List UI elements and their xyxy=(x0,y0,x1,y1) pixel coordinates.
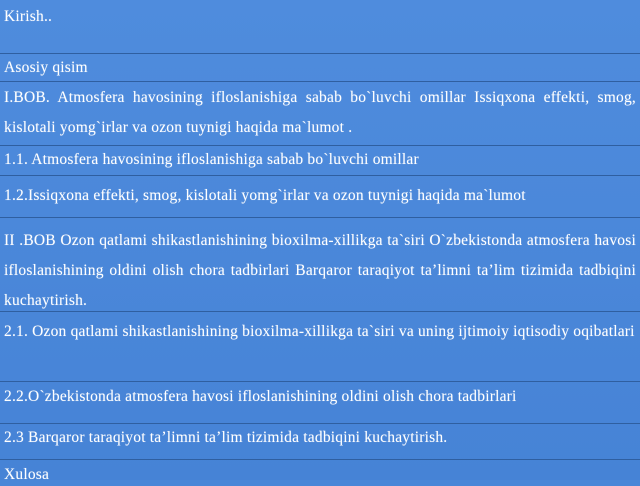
toc-row-text: II .BOB Ozon qatlami shikastlanishining bioxilma-xillikga ta`siri O`zbekistonda atmosfera havosi ifloslanishining oldini olish chora tadbirlari Barqaror taraqiyot ta’limni ta’lim tizimida tadbiqini kuchaytirish. xyxy=(4,232,636,309)
toc-row-text: 1.2.Issiqxona effekti, smog, kislotali yomg`irlar va ozon tuynigi haqida ma`lumot xyxy=(4,187,526,204)
toc-row-text: Kirish.. xyxy=(4,8,53,25)
toc-row-intro xyxy=(0,0,640,54)
toc-row-conclusion xyxy=(0,460,640,483)
toc-row-text: 2.2.O`zbekistonda atmosfera havosi ifloslanishining oldini olish chora tadbirlari xyxy=(4,388,517,405)
toc-row-section-2-2 xyxy=(0,382,640,424)
toc-row-section-1-1 xyxy=(0,146,640,176)
toc-row-main-part xyxy=(0,54,640,82)
toc-row-chapter-2 xyxy=(0,218,640,312)
toc-row-chapter-1 xyxy=(0,82,640,146)
toc-row-text: 2.1. Ozon qatlami shikastlanishining bioxilma-xillikga ta`siri va uning ijtimoiy iqtisodiy oqibatlari xyxy=(4,323,635,340)
toc-row-text: 2.3 Barqaror taraqiyot ta’limni ta’lim tizimida tadbiqini kuchaytirish. xyxy=(4,429,448,446)
toc-row-text: Xulosa xyxy=(4,466,50,483)
toc-row-section-1-2 xyxy=(0,176,640,218)
toc-row-section-2-1 xyxy=(0,312,640,382)
toc-row-text: 1.1. Atmosfera havosining ifloslanishiga sabab bo`luvchi omillar xyxy=(4,151,419,168)
toc-row-text: Asosiy qisim xyxy=(4,59,88,76)
toc-row-text: I.BOB. Atmosfera havosining ifloslanishiga sabab bo`luvchi omillar Issiqxona effekti, smog, kislotali yomg`irlar va ozon tuynigi haqida ma`lumot . xyxy=(4,89,636,136)
toc-row-section-2-3 xyxy=(0,424,640,460)
